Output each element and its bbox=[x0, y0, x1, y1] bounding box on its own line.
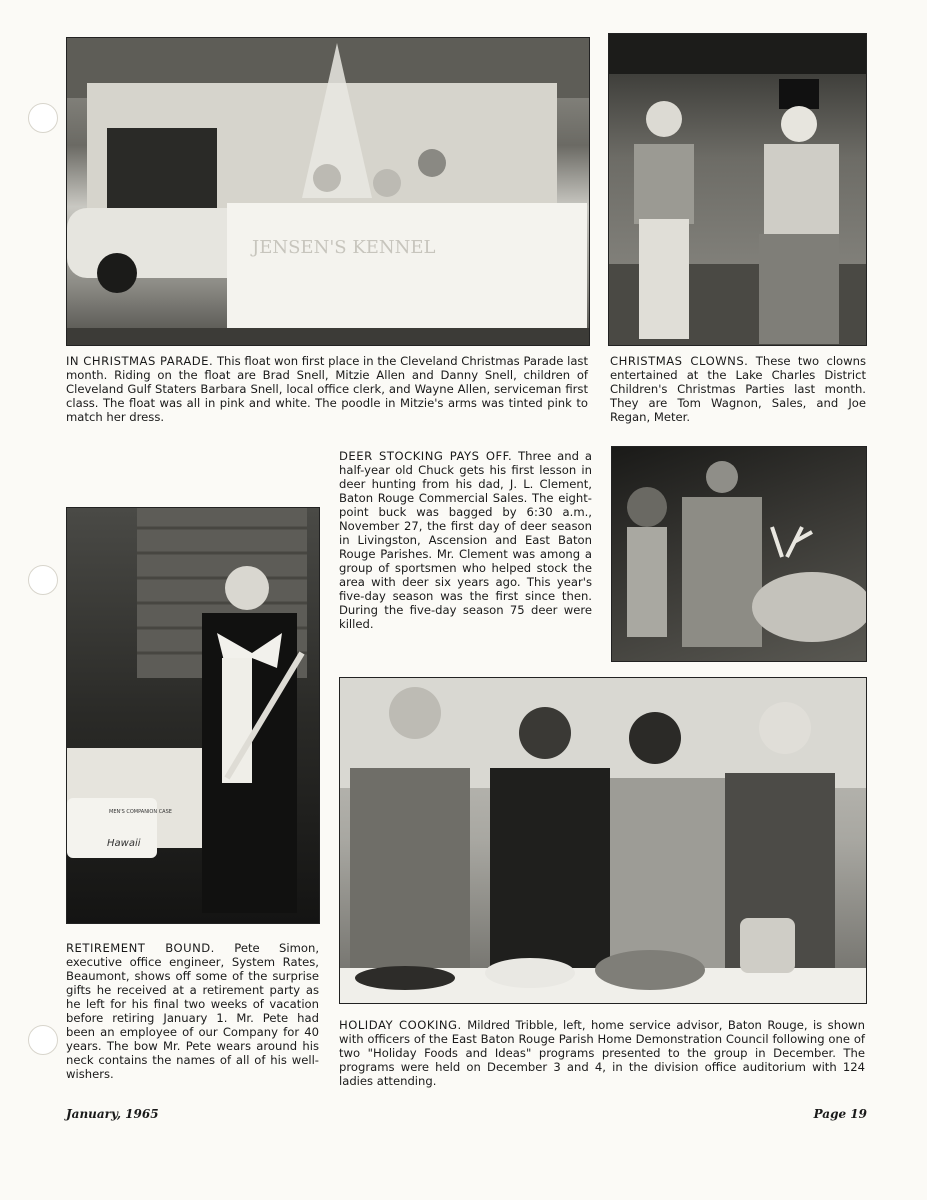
caption-heading: RETIREMENT BOUND. bbox=[66, 941, 215, 955]
punch-hole-top bbox=[28, 103, 58, 133]
caption-heading: IN CHRISTMAS PARADE. bbox=[66, 354, 214, 368]
photo-christmas-clowns bbox=[608, 33, 867, 346]
photo-christmas-parade bbox=[66, 37, 590, 346]
caption-heading: HOLIDAY COOKING. bbox=[339, 1018, 462, 1032]
gift-box-label: MEN'S COMPANION CASE bbox=[109, 809, 172, 815]
float-banner-text: JENSEN'S KENNEL bbox=[252, 237, 436, 258]
caption-body: These two clowns entertained at the Lake Charles District Children's Christmas Parties last month. They are Tom Wagnon, Sales, and Joe Regan, Meter. bbox=[610, 354, 866, 424]
caption-heading: CHRISTMAS CLOWNS. bbox=[610, 354, 749, 368]
caption-body: Mildred Tribble, left, home service advisor, Baton Rouge, is shown with officers of the East Baton Rouge Parish Home Demonstration Council following one of two "Holiday Foods and Ideas" programs presented to the group in December. The programs were held on December 3 and 4, in the division office auditorium with 124 ladies attending. bbox=[339, 1018, 865, 1088]
footer-date: January, 1965 bbox=[66, 1107, 159, 1121]
photo-deer-hunting bbox=[611, 446, 867, 662]
caption-christmas-clowns bbox=[610, 354, 866, 424]
caption-heading: DEER STOCKING PAYS OFF. bbox=[339, 449, 513, 463]
caption-holiday-cooking bbox=[339, 1018, 865, 1088]
caption-christmas-parade bbox=[66, 354, 588, 424]
caption-body: Three and a half-year old Chuck gets his first lesson in deer hunting from his dad, J. L. Clement, Baton Rouge Commercial Sales. The eight-point buck was bagged by 6:30 a.m., November 27, the first day of deer season in Livingston, Ascension and East Baton Rouge Parishes. Mr. Clement was among a group of sportsmen who helped stock the area with deer six years ago. This year's five-day season was the first since then. During the five-day season 75 deer were killed. bbox=[339, 449, 592, 631]
footer-page-number: Page 19 bbox=[813, 1107, 867, 1121]
caption-body: Pete Simon, executive office engineer, System Rates, Beaumont, shows off some of the surprise gifts he received at a retirement party as he left for his final two weeks of vacation before retiring January 1. Mr. Pete had been an employee of our Company for 40 years. The bow Mr. Pete wears around his neck contains the names of all of his well-wishers. bbox=[66, 941, 320, 1081]
photo-retirement bbox=[66, 507, 320, 924]
caption-retirement-bound bbox=[66, 941, 319, 1081]
punch-hole-middle bbox=[28, 565, 58, 595]
punch-hole-bottom bbox=[28, 1025, 58, 1055]
caption-body: This float won first place in the Cleveland Christmas Parade last month. Riding on the float are Brad Snell, Mitzie Allen and Danny Snell, children of Cleveland Gulf Staters Barbara Snell, local office clerk, and Wayne Allen, serviceman first class. The float was all in pink and white. The poodle in Mitzie's arms was tinted pink to match her dress. bbox=[66, 354, 589, 424]
travel-bag-label: Hawaii bbox=[107, 838, 141, 849]
caption-deer-stocking bbox=[339, 449, 592, 631]
photo-holiday-cooking bbox=[339, 677, 867, 1004]
